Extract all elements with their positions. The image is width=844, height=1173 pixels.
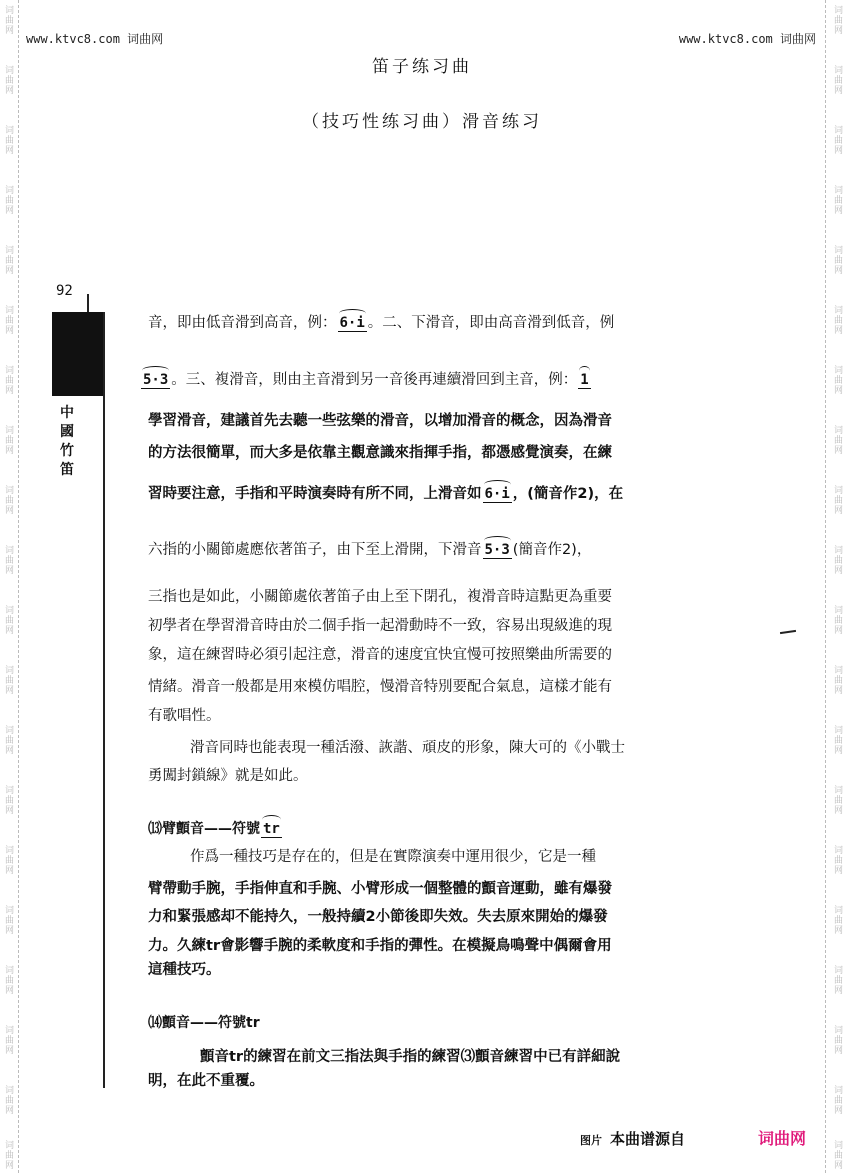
- watermark-text: 词曲网: [3, 1140, 13, 1170]
- watermark-text: 词曲网: [832, 425, 842, 455]
- text-line: 滑音同時也能表現一種活潑、詼諧、頑皮的形象，陳大可的《小戰士: [190, 740, 625, 756]
- watermark-text: 词曲网: [3, 125, 13, 155]
- section-heading: [148, 818, 283, 838]
- watermark-text: 词曲网: [3, 485, 13, 515]
- watermark-text: 词曲网: [832, 965, 842, 995]
- watermark-text: 词曲网: [3, 605, 13, 635]
- text-line: 象，這在練習時必須引起注意，滑音的速度宜快宜慢可按照樂曲所需要的: [148, 647, 612, 663]
- watermark-text: 词曲网: [832, 665, 842, 695]
- brand-link[interactable]: 词曲网: [758, 1129, 807, 1148]
- watermark-text: 词曲网: [832, 545, 842, 575]
- text-span: 。三、複滑音，則由主音滑到另一音後再連續滑回到主音，例：: [171, 372, 578, 388]
- watermark-text: 词曲网: [832, 725, 842, 755]
- watermark-text: 词曲网: [3, 905, 13, 935]
- watermark-text: 词曲网: [832, 845, 842, 875]
- book-spine-line: [103, 312, 105, 1088]
- text-span: (簡音作2)，: [512, 542, 592, 558]
- slide-notation: 5·3: [143, 372, 169, 388]
- text-line: 三指也是如此，小關節處依著笛子由上至下閉孔，複滑音時這點更為重要: [148, 589, 612, 605]
- watermark-text: 词曲网: [3, 965, 13, 995]
- watermark-text: 词曲网: [832, 1025, 842, 1055]
- text-line: 的方法很簡單，而大多是依靠主觀意識來指揮手指，都憑感覺演奏，在練: [148, 445, 612, 461]
- watermark-text: 词曲网: [832, 1085, 842, 1115]
- watermark-text: 词曲网: [3, 65, 13, 95]
- watermark-text: 词曲网: [832, 605, 842, 635]
- text-line: [140, 368, 592, 389]
- watermark-text: 词曲网: [832, 365, 842, 395]
- watermark-text: 词曲网: [3, 425, 13, 455]
- watermark-text: 词曲网: [3, 665, 13, 695]
- book-side-title: 中國竹笛: [60, 405, 74, 478]
- source-prefix: 图片: [580, 1134, 602, 1147]
- site-url-right[interactable]: www.ktvc8.com 词曲网: [678, 32, 816, 46]
- slide-notation: 1: [580, 372, 589, 388]
- watermark-text: 词曲网: [832, 65, 842, 95]
- margin-mark: [780, 630, 796, 634]
- text-line: 顫音tr的練習在前文三指法與手指的練習⑶顫音練習中已有詳細說: [200, 1049, 621, 1065]
- watermark-text: 词曲网: [832, 905, 842, 935]
- source-credit: [580, 1128, 685, 1149]
- page-number: 92: [56, 283, 73, 299]
- text-line: 臂帶動手腕，手指伸直和手腕、小臂形成一個整體的顫音運動，雖有爆發: [148, 881, 612, 897]
- text-line: 作爲一種技巧是存在的，但是在實際演奏中運用很少，它是一種: [190, 849, 596, 865]
- source-text: 本曲谱源自: [610, 1130, 686, 1148]
- text-line: 力和緊張感却不能持久，一般持續2小節後即失效。失去原來開始的爆發: [148, 909, 608, 925]
- text-line: 有歌唱性。: [148, 708, 221, 724]
- watermark-text: 词曲网: [832, 185, 842, 215]
- watermark-text: 词曲网: [832, 245, 842, 275]
- watermark-text: 词曲网: [832, 1140, 842, 1170]
- watermark-text: 词曲网: [3, 1025, 13, 1055]
- site-url-left[interactable]: www.ktvc8.com 词曲网: [26, 32, 164, 46]
- text-line: 勇闖封鎖線》就是如此。: [148, 768, 308, 784]
- watermark-text: 词曲网: [832, 785, 842, 815]
- watermark-text: 词曲网: [3, 845, 13, 875]
- text-span: 習時要注意，手指和平時演奏時有所不同，上滑音如: [148, 486, 482, 502]
- text-line: 初學者在學習滑音時由於二個手指一起滑動時不一致，容易出現級進的現: [148, 618, 612, 634]
- right-watermark-strip: [825, 0, 844, 1173]
- slide-notation: 6·i: [484, 486, 510, 502]
- page-subtitle: （技巧性练习曲）滑音练习: [302, 112, 542, 132]
- text-span: 六指的小關節處應依著笛子，由下至上滑開，下滑音: [148, 542, 482, 558]
- text-line: [148, 538, 591, 559]
- page-title: 笛子练习曲: [372, 57, 472, 77]
- text-line: [148, 482, 623, 503]
- section-title: ⒀臂顫音——符號: [148, 821, 260, 837]
- left-watermark-strip: [0, 0, 19, 1173]
- text-span: 音，即由低音滑到高音，例：: [148, 315, 337, 331]
- watermark-text: 词曲网: [3, 185, 13, 215]
- tremolo-symbol: tr: [263, 821, 280, 837]
- watermark-text: 词曲网: [3, 305, 13, 335]
- text-line: 學習滑音，建議首先去聽一些弦樂的滑音，以增加滑音的概念，因為滑音: [148, 413, 612, 429]
- text-line: 情緒。滑音一般都是用來模仿唱腔，慢滑音特別要配合氣息，這樣才能有: [148, 679, 612, 695]
- page-tick-mark: [87, 294, 89, 312]
- text-line: 明，在此不重覆。: [148, 1073, 264, 1089]
- watermark-text: 词曲网: [832, 305, 842, 335]
- watermark-text: 词曲网: [3, 1085, 13, 1115]
- section-heading: ⒁顫音——符號tr: [148, 1015, 260, 1031]
- text-span: 。二、下滑音，即由高音滑到低音，例: [367, 315, 615, 331]
- watermark-text: 词曲网: [3, 545, 13, 575]
- watermark-text: 词曲网: [832, 5, 842, 35]
- text-line: [148, 311, 614, 332]
- watermark-text: 词曲网: [3, 725, 13, 755]
- watermark-text: 词曲网: [3, 365, 13, 395]
- watermark-text: 词曲网: [3, 245, 13, 275]
- text-line: 這種技巧。: [148, 962, 221, 978]
- watermark-text: 词曲网: [3, 5, 13, 35]
- text-line: 力。久練tr會影響手腕的柔軟度和手指的彈性。在模擬鳥鳴聲中偶爾會用: [148, 938, 612, 954]
- watermark-text: 词曲网: [832, 125, 842, 155]
- chapter-tab: [52, 312, 103, 396]
- watermark-text: 词曲网: [3, 785, 13, 815]
- slide-notation: 6·i: [339, 315, 365, 331]
- watermark-text: 词曲网: [832, 485, 842, 515]
- text-span: ，(簡音作2)，在: [512, 486, 624, 502]
- slide-notation: 5·3: [484, 542, 510, 558]
